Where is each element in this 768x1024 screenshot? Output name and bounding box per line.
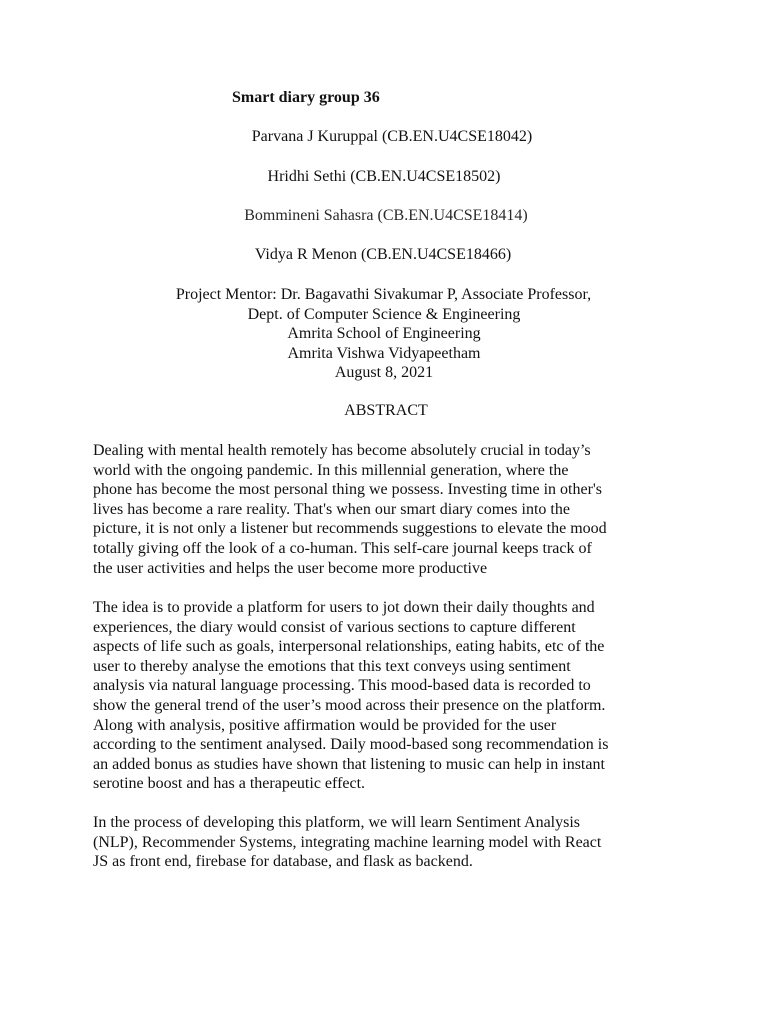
paragraph-line: lives has become a rare reality. That's when our smart diary comes into the	[93, 500, 570, 518]
abstract-paragraph	[93, 598, 608, 794]
paragraph-line: experiences, the diary would consist of various sections to capture different	[93, 618, 576, 636]
document-title: Smart diary group 36	[232, 89, 380, 106]
paragraph-line: totally giving off the look of a co-human. This self-care journal keeps track of	[93, 539, 592, 557]
author-line: Hridhi Sethi (CB.EN.U4CSE18502)	[267, 168, 501, 185]
paragraph-line: analysis via natural language processing. This mood-based data is recorded to	[93, 677, 591, 695]
paragraph-line: serotine boost and has a therapeutic effect.	[93, 775, 366, 793]
paragraph-line: JS as front end, firebase for database, and flask as backend.	[93, 853, 473, 871]
department-line: Dept. of Computer Science & Engineering	[247, 305, 521, 323]
paragraph-line: The idea is to provide a platform for users to jot down their daily thoughts and	[93, 599, 595, 616]
author-line: Vidya R Menon (CB.EN.U4CSE18466)	[254, 246, 512, 263]
author-line: Bommineni Sahasra (CB.EN.U4CSE18414)	[244, 207, 528, 224]
paragraph-line: according to the sentiment analysed. Daily mood-based song recommendation is	[93, 736, 609, 754]
paragraph-line: aspects of life such as goals, interpersonal relationships, eating habits, etc of the	[93, 638, 605, 656]
abstract-heading: ABSTRACT	[344, 402, 428, 419]
paragraph-line: world with the ongoing pandemic. In this millennial generation, where the	[93, 461, 569, 479]
paragraph-line: Dealing with mental health remotely has become absolutely crucial in today’s	[93, 442, 591, 459]
author-line: Parvana J Kuruppal (CB.EN.U4CSE18042)	[251, 128, 533, 145]
paragraph-line: an added bonus as studies have shown that listening to music can help in instant	[93, 755, 605, 773]
paragraph-line: picture, it is not only a listener but recommends suggestions to elevate the mood	[93, 520, 607, 538]
abstract-paragraph	[93, 813, 601, 872]
paragraph-line: phone has become the most personal thing we possess. Investing time in other's	[93, 481, 603, 499]
paragraph-line: show the general trend of the user’s mood across their presence on the platform.	[93, 696, 606, 714]
date-line: August 8, 2021	[334, 364, 434, 381]
school-line: Amrita School of Engineering	[287, 325, 481, 342]
paragraph-line: user to thereby analyse the emotions that this text conveys using sentiment	[93, 657, 571, 675]
paragraph-line: In the process of developing this platform, we will learn Sentiment Analysis	[93, 814, 581, 831]
paragraph-line: (NLP), Recommender Systems, integrating machine learning model with React	[93, 833, 602, 851]
mentor-line: Project Mentor: Dr. Bagavathi Sivakumar P, Associate Professor,	[175, 286, 592, 303]
abstract-paragraph	[93, 441, 607, 578]
university-line: Amrita Vishwa Vidyapeetham	[287, 344, 481, 362]
mentor-block	[0, 285, 768, 383]
paragraph-line: the user activities and helps the user become more productive	[93, 559, 488, 577]
paragraph-line: Along with analysis, positive affirmation would be provided for the user	[93, 716, 557, 734]
